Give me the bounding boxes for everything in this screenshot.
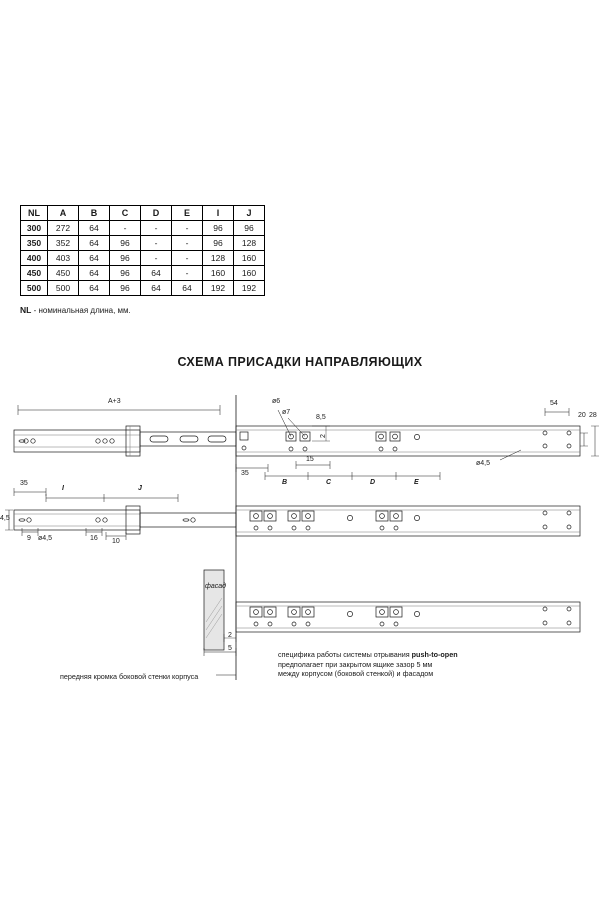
- slide-extension: [140, 432, 236, 446]
- mounting-hole: [254, 514, 259, 519]
- front-edge-note: передняя кромка боковой стенки корпуса: [60, 672, 199, 681]
- cell-nl: 400: [21, 251, 48, 266]
- dimension-label-28: 28: [589, 412, 597, 419]
- drawer-slide-extension: [140, 513, 236, 527]
- table-row: [21, 251, 265, 266]
- mounting-hole: [379, 434, 384, 439]
- cell-nl: 300: [21, 221, 48, 236]
- cell-i: 192: [203, 281, 234, 296]
- mounting-hole: [347, 515, 352, 520]
- cell-b: 64: [79, 281, 110, 296]
- cell-j: 96: [234, 221, 265, 236]
- dimension-label-d45-left: ø4,5: [38, 535, 53, 542]
- dimension-label-i: I: [62, 485, 64, 492]
- hole-square: [376, 607, 388, 617]
- dimension-label-gap-5: 5: [228, 645, 232, 652]
- mounting-hole: [394, 622, 398, 626]
- cell-nl: 500: [21, 281, 48, 296]
- dimension-label-d6: ø6: [272, 398, 281, 405]
- dimension-label-45-left: 4,5: [0, 515, 10, 522]
- column-header-nl: NL: [21, 206, 48, 221]
- dimension-label-d: D: [370, 479, 376, 486]
- cell-j: 160: [234, 266, 265, 281]
- dimension-label-35-left: 35: [20, 480, 28, 487]
- mounting-slot: [150, 436, 168, 442]
- mounting-hole: [191, 518, 195, 522]
- mounting-hole: [394, 526, 398, 530]
- mounting-hole: [414, 434, 419, 439]
- mounting-hole: [268, 622, 272, 626]
- hole-square: [240, 432, 248, 440]
- mounting-hole: [543, 444, 547, 448]
- cell-d: 64: [141, 281, 172, 296]
- nl-footnote: [20, 305, 131, 315]
- cabinet-rail-row2: [236, 506, 580, 536]
- cell-i: 96: [203, 221, 234, 236]
- cell-i: 160: [203, 266, 234, 281]
- mounting-hole: [96, 439, 100, 443]
- mounting-hole: [289, 447, 293, 451]
- mounting-hole: [103, 518, 107, 522]
- mounting-hole: [393, 447, 397, 451]
- table-row: [21, 221, 265, 236]
- dimension-label-85: 8,5: [316, 414, 326, 421]
- hole-square: [376, 511, 388, 521]
- mounting-hole: [242, 446, 246, 450]
- mounting-slot: [180, 436, 198, 442]
- cell-c: 96: [110, 266, 141, 281]
- mounting-hole: [379, 447, 383, 451]
- dimension-label-2: 2: [320, 434, 327, 438]
- mounting-hole: [268, 526, 272, 530]
- cell-b: 64: [79, 221, 110, 236]
- mounting-hole: [24, 439, 28, 443]
- mounting-hole: [414, 515, 419, 520]
- cell-e: 64: [172, 281, 203, 296]
- column-header-c: C: [110, 206, 141, 221]
- cabinet-rail-row3: [236, 602, 580, 632]
- column-header-i: I: [203, 206, 234, 221]
- leader-d45: [500, 450, 521, 460]
- dimension-label-e: E: [414, 479, 419, 486]
- mounting-hole: [31, 439, 35, 443]
- cell-e: -: [172, 236, 203, 251]
- column-header-d: D: [141, 206, 172, 221]
- cell-d: -: [141, 251, 172, 266]
- cell-c: 96: [110, 251, 141, 266]
- cell-c: -: [110, 221, 141, 236]
- cell-e: -: [172, 221, 203, 236]
- cell-nl: 450: [21, 266, 48, 281]
- mounting-hole: [543, 607, 547, 611]
- mounting-hole: [306, 622, 310, 626]
- mounting-hole: [27, 518, 31, 522]
- mounting-hole: [567, 607, 571, 611]
- dimension-label-gap-2: 2: [228, 632, 232, 639]
- dimension-label-9: 9: [27, 535, 31, 542]
- mounting-hole: [543, 431, 547, 435]
- cell-b: 64: [79, 236, 110, 251]
- drawer-slide-profile: [14, 510, 140, 530]
- cell-c: 96: [110, 281, 141, 296]
- nl-footnote-text: - номинальная длина, мм.: [31, 306, 131, 315]
- dimension-label-54: 54: [550, 400, 558, 407]
- pto-note-line2: предполагает при закрытом ящике зазор 5 мм: [278, 659, 433, 669]
- nl-footnote-abbr: NL: [20, 305, 32, 315]
- mounting-slot: [19, 519, 25, 521]
- cell-j: 128: [234, 236, 265, 251]
- cell-j: 160: [234, 251, 265, 266]
- mounting-hole: [567, 511, 571, 515]
- mounting-hole: [110, 439, 114, 443]
- mounting-hole: [380, 622, 384, 626]
- cell-a: 403: [48, 251, 79, 266]
- mounting-hole: [567, 444, 571, 448]
- cell-c: 96: [110, 236, 141, 251]
- dimension-label-d45-top: ø4,5: [476, 460, 491, 467]
- pto-note-line1-pre: специфика работы системы отрывания: [278, 650, 412, 659]
- mounting-hole: [347, 611, 352, 616]
- mounting-hole: [292, 526, 296, 530]
- hole-square: [376, 432, 386, 441]
- table-header-row: [21, 206, 265, 221]
- slide-bracket: [126, 426, 140, 456]
- table-row: [21, 236, 265, 251]
- dimension-label-10: 10: [112, 538, 120, 545]
- hole-square: [288, 607, 300, 617]
- mounting-hole: [567, 525, 571, 529]
- cell-i: 128: [203, 251, 234, 266]
- push-to-open-note: [278, 650, 508, 679]
- mounting-slot: [208, 436, 226, 442]
- hole-square: [390, 607, 402, 617]
- mounting-hole: [268, 514, 273, 519]
- hole-square: [264, 607, 276, 617]
- mounting-hole: [393, 434, 398, 439]
- mounting-slot: [183, 519, 189, 521]
- cell-b: 64: [79, 266, 110, 281]
- mounting-hole: [292, 622, 296, 626]
- mounting-hole: [567, 431, 571, 435]
- cell-a: 272: [48, 221, 79, 236]
- dimension-label-15: 15: [306, 456, 314, 463]
- cell-a: 450: [48, 266, 79, 281]
- mounting-hole: [414, 611, 419, 616]
- cell-a: 500: [48, 281, 79, 296]
- dimension-label-d7: ø7: [282, 409, 291, 416]
- mounting-hole: [268, 610, 273, 615]
- hole-square: [390, 432, 400, 441]
- page-title: СХЕМА ПРИСАДКИ НАПРАВЛЯЮЩИХ: [177, 355, 423, 369]
- mounting-hole: [380, 526, 384, 530]
- column-header-e: E: [172, 206, 203, 221]
- mounting-hole: [543, 621, 547, 625]
- cell-j: 192: [234, 281, 265, 296]
- cell-b: 64: [79, 251, 110, 266]
- cell-e: -: [172, 251, 203, 266]
- facade-label: фасад: [205, 583, 227, 590]
- dimension-label-20: 20: [578, 412, 586, 419]
- column-header-j: J: [234, 206, 265, 221]
- mounting-hole: [292, 514, 297, 519]
- hole-square: [302, 511, 314, 521]
- pto-note-keyword: push-to-open: [411, 650, 458, 659]
- specification-table: [20, 205, 265, 296]
- cell-d: -: [141, 236, 172, 251]
- hole-square: [302, 607, 314, 617]
- dimension-label-35-top: 35: [241, 470, 249, 477]
- cell-e: -: [172, 266, 203, 281]
- leader-d7: [288, 418, 305, 437]
- dimension-label-a3: A+3: [108, 398, 121, 405]
- mounting-hole: [543, 511, 547, 515]
- pto-note-line3: между корпусом (боковой стенкой) и фасадом: [278, 669, 434, 679]
- mounting-hole: [303, 447, 307, 451]
- column-header-b: B: [79, 206, 110, 221]
- hole-square: [250, 607, 262, 617]
- mounting-hole: [254, 526, 258, 530]
- cell-d: 64: [141, 266, 172, 281]
- mounting-hole: [103, 439, 107, 443]
- mounting-hole: [254, 622, 258, 626]
- hole-square: [264, 511, 276, 521]
- mounting-hole: [380, 514, 385, 519]
- mounting-hole: [254, 610, 259, 615]
- slide-profile-outer: [14, 430, 140, 452]
- mounting-hole: [306, 514, 311, 519]
- table-row: [21, 266, 265, 281]
- mounting-hole: [306, 610, 311, 615]
- dimension-label-j: J: [138, 485, 142, 492]
- mounting-hole: [306, 526, 310, 530]
- dimension-label-b: B: [282, 479, 288, 486]
- column-header-a: A: [48, 206, 79, 221]
- mounting-hole: [543, 525, 547, 529]
- hole-square: [390, 511, 402, 521]
- mounting-hole: [380, 610, 385, 615]
- mounting-hole: [394, 610, 399, 615]
- hole-square: [288, 511, 300, 521]
- dimension-label-16: 16: [90, 535, 98, 542]
- mounting-hole: [394, 514, 399, 519]
- mounting-hole: [96, 518, 100, 522]
- dimension-label-c: C: [326, 479, 332, 486]
- cell-nl: 350: [21, 236, 48, 251]
- mounting-hole: [567, 621, 571, 625]
- cell-i: 96: [203, 236, 234, 251]
- cell-a: 352: [48, 236, 79, 251]
- cell-d: -: [141, 221, 172, 236]
- table-row: [21, 281, 265, 296]
- hole-square: [250, 511, 262, 521]
- mounting-hole: [292, 610, 297, 615]
